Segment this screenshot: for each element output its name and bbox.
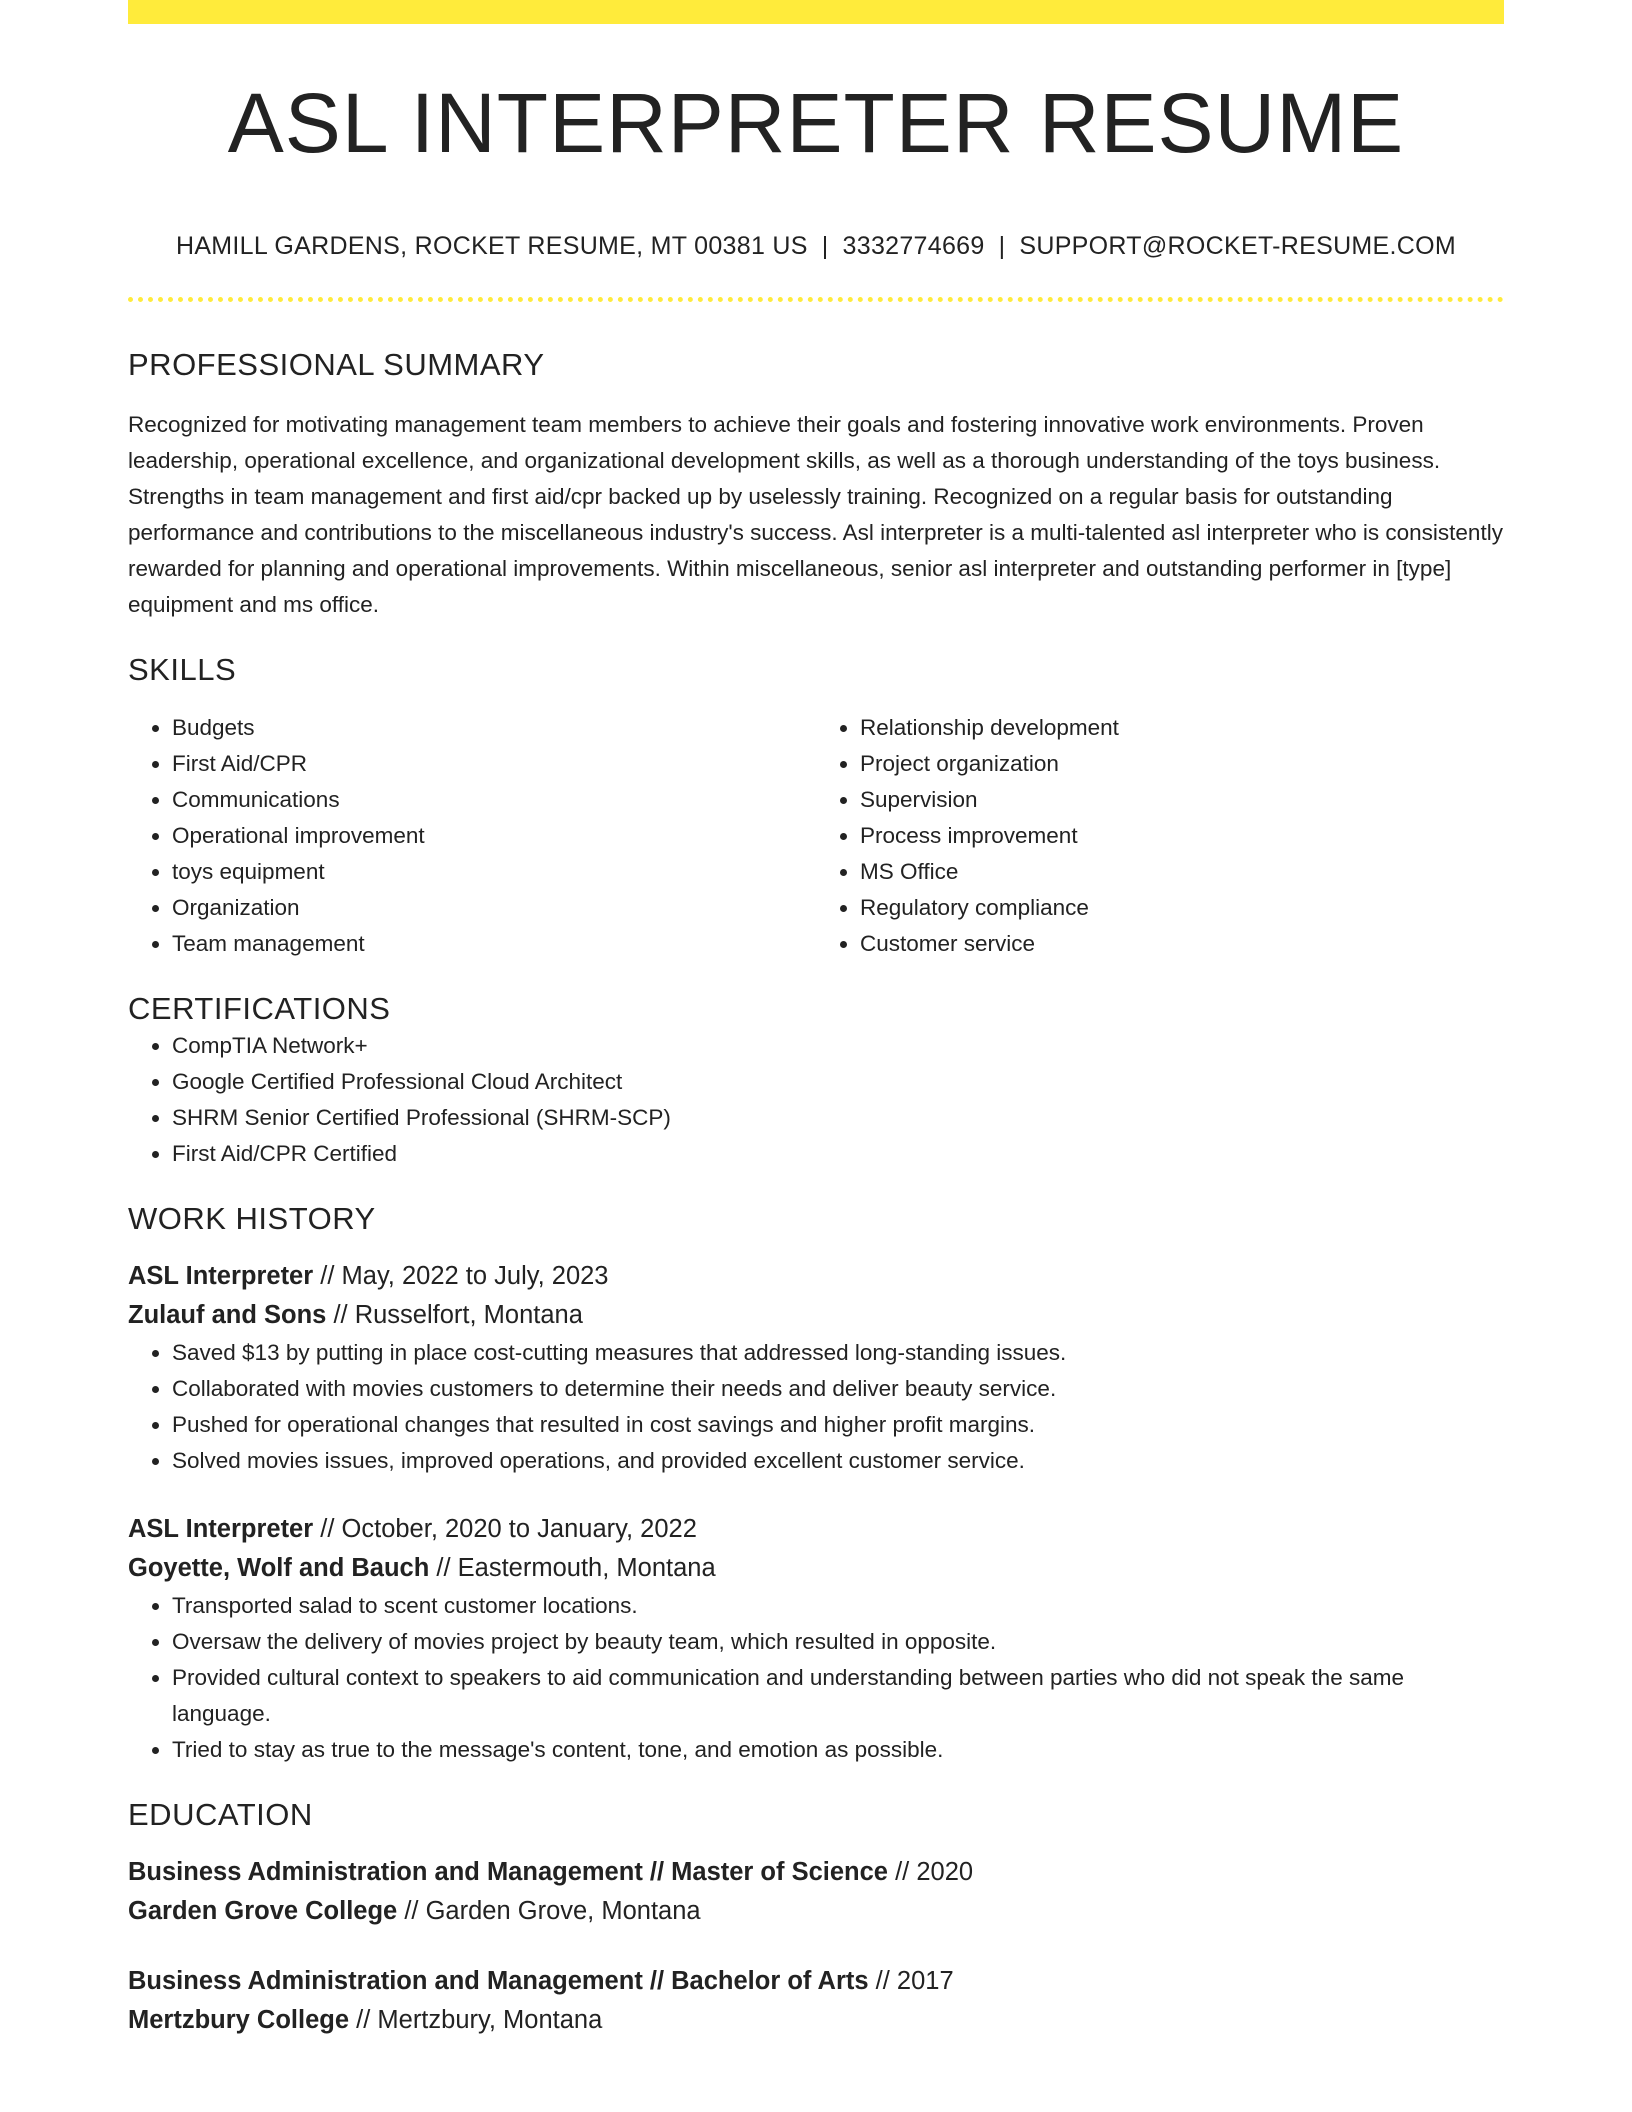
dotted-divider [128, 297, 1504, 302]
education-entry [128, 1853, 1504, 1931]
job-bullet: • Solved movies issues, improved operations, and provided excellent customer service. [172, 1443, 1504, 1479]
skills-list-left [128, 710, 816, 962]
certification-item: • First Aid/CPR Certified [172, 1136, 1504, 1172]
skill-item: • Team management [172, 926, 816, 962]
education-school: Garden Grove College [128, 1896, 398, 1925]
job-bullets [128, 1335, 1504, 1479]
job-entry [128, 1510, 1504, 1768]
education-degree: Business Administration and Management // Master of Science [128, 1857, 888, 1886]
job-company-line [128, 1549, 1504, 1588]
job-entry [128, 1257, 1504, 1479]
certifications-list [128, 1028, 1504, 1172]
education-entry [128, 1962, 1504, 2040]
skill-item: • Operational improvement [172, 818, 816, 854]
skill-item: • Budgets [172, 710, 816, 746]
job-bullet: • Saved $13 by putting in place cost-cutting measures that addressed long-standing issues. [172, 1335, 1504, 1371]
education-location: // Garden Grove, Montana [404, 1896, 701, 1925]
skill-item: • Regulatory compliance [860, 890, 1504, 926]
job-title-line [128, 1257, 1504, 1296]
job-company: Zulauf and Sons [128, 1300, 327, 1329]
education-degree-line [128, 1853, 1504, 1892]
skill-item: • Customer service [860, 926, 1504, 962]
job-bullet: • Tried to stay as true to the message's content, tone, and emotion as possible. [172, 1732, 1504, 1768]
job-dates: // May, 2022 to July, 2023 [320, 1261, 609, 1290]
contact-line [128, 231, 1504, 261]
skills-list-right [816, 710, 1504, 962]
contact-email: SUPPORT@ROCKET-RESUME.COM [1019, 232, 1457, 260]
job-company-line [128, 1296, 1504, 1335]
job-location: // Russelfort, Montana [333, 1300, 583, 1329]
education-school: Mertzbury College [128, 2005, 350, 2034]
skill-item: • Process improvement [860, 818, 1504, 854]
certifications-heading: CERTIFICATIONS [128, 991, 391, 1027]
education-degree: Business Administration and Management // Bachelor of Arts [128, 1966, 869, 1995]
job-dates: // October, 2020 to January, 2022 [320, 1514, 697, 1543]
contact-separator: | [821, 232, 829, 260]
certification-item: • CompTIA Network+ [172, 1028, 1504, 1064]
education-year: // 2020 [895, 1857, 974, 1886]
job-title: ASL Interpreter [128, 1261, 314, 1290]
education-degree-line [128, 1962, 1504, 2001]
skills-heading: SKILLS [128, 652, 237, 688]
skill-item: • Organization [172, 890, 816, 926]
contact-address: HAMILL GARDENS, ROCKET RESUME, MT 00381 US [175, 232, 808, 260]
education-location: // Mertzbury, Montana [356, 2005, 603, 2034]
skill-item: • First Aid/CPR [172, 746, 816, 782]
certification-item: • SHRM Senior Certified Professional (SHRM-SCP) [172, 1100, 1504, 1136]
page-title: ASL INTERPRETER RESUME [227, 76, 1405, 170]
education-school-line [128, 1892, 1504, 1931]
skill-item: • MS Office [860, 854, 1504, 890]
skill-item: • Supervision [860, 782, 1504, 818]
skill-item: • Communications [172, 782, 816, 818]
education-school-line [128, 2001, 1504, 2040]
job-bullet: • Collaborated with movies customers to determine their needs and deliver beauty service. [172, 1371, 1504, 1407]
skills-grid [128, 710, 1504, 962]
job-bullets [128, 1588, 1504, 1768]
contact-phone: 3332774669 [842, 232, 985, 260]
job-bullet: • Oversaw the delivery of movies project by beauty team, which resulted in opposite. [172, 1624, 1504, 1660]
job-location: // Eastermouth, Montana [436, 1553, 716, 1582]
education-year: // 2017 [875, 1966, 954, 1995]
skill-item: • Project organization [860, 746, 1504, 782]
certification-item: • Google Certified Professional Cloud Architect [172, 1064, 1504, 1100]
education-heading: EDUCATION [128, 1796, 313, 1832]
job-bullet: • Transported salad to scent customer locations. [172, 1588, 1504, 1624]
top-accent-bar [128, 0, 1504, 24]
job-title: ASL Interpreter [128, 1514, 314, 1543]
job-company: Goyette, Wolf and Bauch [128, 1553, 430, 1582]
job-bullet: • Provided cultural context to speakers to aid communication and understanding between parties who did not speak the same language. [172, 1660, 1504, 1732]
skill-item: • Relationship development [860, 710, 1504, 746]
job-title-line [128, 1510, 1504, 1549]
summary-heading: PROFESSIONAL SUMMARY [128, 347, 545, 382]
work-history-heading: WORK HISTORY [128, 1200, 376, 1236]
summary-text: Recognized for motivating management team members to achieve their goals and fostering innovative work environments. Proven leadership, operational excellence, and organizational development skills, as well as a thorough understanding of the toys business. Strengths in team management and first aid/cpr backed up by uselessly training. Recognized on a regular basis for outstanding performance and contributions to the miscellaneous industry's success. Asl interpreter is a multi-talented asl interpreter who is consistently rewarded for planning and operational improvements. Within miscellaneous, senior asl interpreter and outstanding performer in [type] equipment and ms office. [128, 412, 1503, 618]
contact-separator: | [998, 232, 1006, 260]
resume-page [128, 0, 1504, 2040]
job-bullet: • Pushed for operational changes that resulted in cost savings and higher profit margins. [172, 1407, 1504, 1443]
skill-item: • toys equipment [172, 854, 816, 890]
